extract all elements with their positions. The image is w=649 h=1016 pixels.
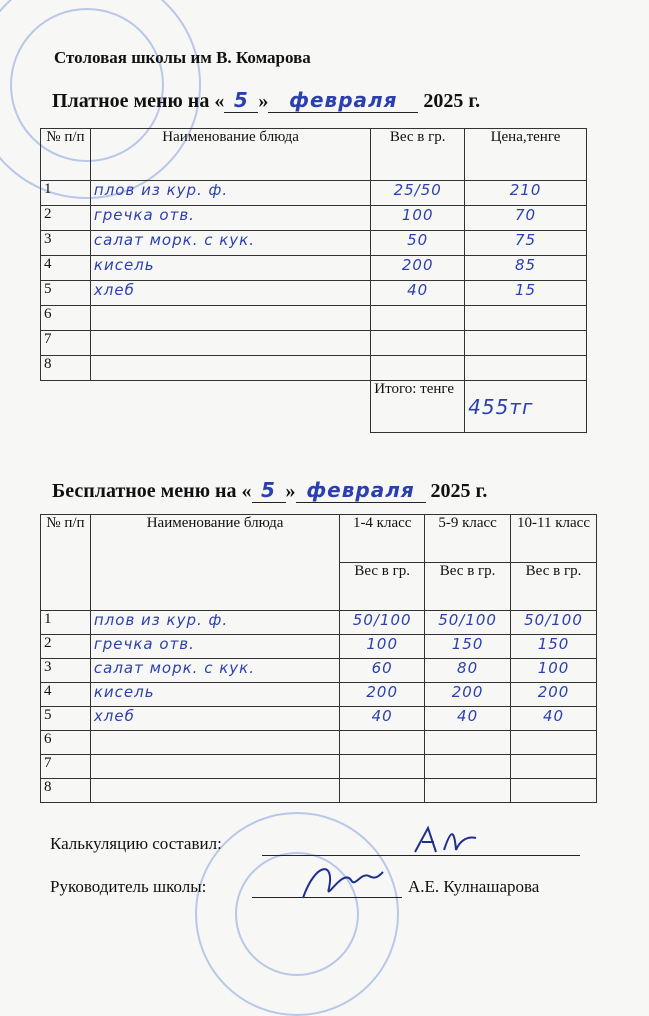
paid-table-row <box>41 356 587 381</box>
free-row-num: 4 <box>41 683 91 707</box>
free-row-grade-10-11: 150 <box>511 635 597 659</box>
paid-row-price: 75 <box>465 231 587 256</box>
paid-header-weight: Вес в гр. <box>371 129 465 181</box>
free-row-grade-5-9: 150 <box>425 635 511 659</box>
free-subheader-weight: Вес в гр. <box>425 563 511 611</box>
free-row-grade-1-4 <box>340 755 425 779</box>
free-row-grade-1-4: 40 <box>340 707 425 731</box>
paid-row-price: 85 <box>465 256 587 281</box>
paid-row-weight: 25/50 <box>371 181 465 206</box>
free-row-grade-1-4: 50/100 <box>340 611 425 635</box>
free-row-dish <box>90 731 339 755</box>
free-row-grade-10-11: 200 <box>511 683 597 707</box>
head-label: Руководитель школы: <box>50 877 207 896</box>
paid-row-num: 6 <box>41 306 91 331</box>
paid-title-suffix: 2025 г. <box>423 90 481 112</box>
paid-row-num: 2 <box>41 206 91 231</box>
free-row-num: 2 <box>41 635 91 659</box>
paid-row-dish <box>90 331 370 356</box>
free-row-grade-1-4: 60 <box>340 659 425 683</box>
paid-row-price: 70 <box>465 206 587 231</box>
free-table-row <box>41 611 597 635</box>
free-row-num: 8 <box>41 779 91 803</box>
free-title-prefix: Бесплатное меню на « <box>52 480 252 502</box>
paid-row-price: 15 <box>465 281 587 306</box>
free-table-row <box>41 779 597 803</box>
free-title-suffix: 2025 г. <box>430 480 488 502</box>
free-row-grade-5-9: 50/100 <box>425 611 511 635</box>
free-header-name: Наименование блюда <box>90 515 339 611</box>
paid-table-row <box>41 281 587 306</box>
paid-total-label: Итого: тенге <box>371 381 465 433</box>
free-row-dish <box>90 779 339 803</box>
free-row-grade-1-4: 100 <box>340 635 425 659</box>
free-row-grade-10-11: 40 <box>511 707 597 731</box>
free-row-grade-5-9 <box>425 755 511 779</box>
free-row-dish <box>90 755 339 779</box>
paid-row-weight: 200 <box>371 256 465 281</box>
free-row-num: 7 <box>41 755 91 779</box>
paid-row-weight: 40 <box>371 281 465 306</box>
paid-row-num: 3 <box>41 231 91 256</box>
paid-row-price <box>465 356 587 381</box>
free-subheader-weight: Вес в гр. <box>340 563 425 611</box>
free-menu-table <box>40 514 597 803</box>
free-table-row <box>41 635 597 659</box>
paid-total-value: 455тг <box>465 381 587 433</box>
head-signature <box>295 858 385 904</box>
paid-header-row <box>41 129 587 181</box>
free-row-grade-10-11 <box>511 779 597 803</box>
free-header-num: № п/п <box>41 515 91 611</box>
paid-day: 5 <box>224 88 258 113</box>
free-row-grade-10-11: 100 <box>511 659 597 683</box>
paid-row-weight: 100 <box>371 206 465 231</box>
paid-row-dish: гречка отв. <box>90 206 370 231</box>
paid-row-weight <box>371 331 465 356</box>
free-row-grade-5-9: 80 <box>425 659 511 683</box>
free-row-grade-10-11: 50/100 <box>511 611 597 635</box>
free-row-grade-5-9: 200 <box>425 683 511 707</box>
free-row-grade-5-9 <box>425 731 511 755</box>
paid-table-row <box>41 231 587 256</box>
free-header-grade-1-4: 1-4 класс <box>340 515 425 563</box>
free-row-dish: салат морк. с кук. <box>90 659 339 683</box>
free-header-row <box>41 515 597 563</box>
paid-row-weight <box>371 306 465 331</box>
paid-row-num: 5 <box>41 281 91 306</box>
free-row-grade-5-9: 40 <box>425 707 511 731</box>
free-table-row <box>41 683 597 707</box>
paid-header-num: № п/п <box>41 129 91 181</box>
paid-row-dish: хлеб <box>90 281 370 306</box>
free-row-num: 5 <box>41 707 91 731</box>
paid-table-row <box>41 331 587 356</box>
free-row-grade-1-4 <box>340 779 425 803</box>
free-row-dish: плов из кур. ф. <box>90 611 339 635</box>
paid-table-row <box>41 256 587 281</box>
free-table-row <box>41 731 597 755</box>
paid-header-price: Цена,тенге <box>465 129 587 181</box>
paid-row-dish: плов из кур. ф. <box>90 181 370 206</box>
head-name: А.Е. Кулнашарова <box>408 877 540 896</box>
free-title-mid: » <box>285 480 296 502</box>
free-subheader-weight: Вес в гр. <box>511 563 597 611</box>
paid-row-num: 1 <box>41 181 91 206</box>
calc-signature <box>410 822 480 858</box>
free-header-grade-10-11: 10-11 класс <box>511 515 597 563</box>
paid-menu-table <box>40 128 587 433</box>
paid-title-prefix: Платное меню на « <box>52 90 225 112</box>
paid-row-dish <box>90 356 370 381</box>
free-row-grade-5-9 <box>425 779 511 803</box>
paid-row-price <box>465 331 587 356</box>
free-table-row <box>41 707 597 731</box>
paid-header-name: Наименование блюда <box>90 129 370 181</box>
paid-row-num: 7 <box>41 331 91 356</box>
free-table-row <box>41 659 597 683</box>
free-table-row <box>41 755 597 779</box>
paid-total-row <box>41 381 587 433</box>
free-row-grade-10-11 <box>511 731 597 755</box>
paid-row-dish: кисель <box>90 256 370 281</box>
free-row-num: 6 <box>41 731 91 755</box>
calc-label: Калькуляцию составил: <box>50 834 222 853</box>
paid-title-mid: » <box>258 90 269 112</box>
free-row-dish: кисель <box>90 683 339 707</box>
paid-row-price <box>465 306 587 331</box>
paid-table-row <box>41 206 587 231</box>
paid-row-dish <box>90 306 370 331</box>
free-row-grade-1-4: 200 <box>340 683 425 707</box>
paid-table-row <box>41 306 587 331</box>
paid-row-dish: салат морк. с кук. <box>90 231 370 256</box>
free-row-num: 3 <box>41 659 91 683</box>
paid-row-price: 210 <box>465 181 587 206</box>
school-title: Столовая школы им В. Комарова <box>54 48 311 67</box>
free-day: 5 <box>252 478 286 503</box>
paid-row-weight <box>371 356 465 381</box>
free-row-grade-1-4 <box>340 731 425 755</box>
free-menu-title <box>52 478 487 503</box>
paid-table-row <box>41 181 587 206</box>
free-row-dish: гречка отв. <box>90 635 339 659</box>
paid-menu-title <box>52 88 480 113</box>
paid-row-num: 8 <box>41 356 91 381</box>
free-month: февраля <box>296 478 426 503</box>
free-row-grade-10-11 <box>511 755 597 779</box>
free-row-num: 1 <box>41 611 91 635</box>
paid-month: февраля <box>268 88 418 113</box>
free-header-grade-5-9: 5-9 класс <box>425 515 511 563</box>
free-row-dish: хлеб <box>90 707 339 731</box>
paid-row-num: 4 <box>41 256 91 281</box>
paid-row-weight: 50 <box>371 231 465 256</box>
